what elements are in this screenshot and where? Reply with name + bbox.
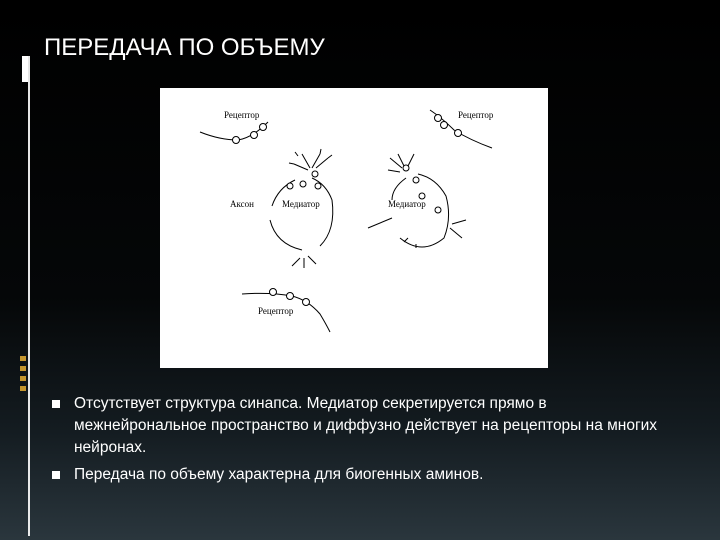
accent-tick	[20, 386, 26, 391]
accent-tick	[20, 376, 26, 381]
label-mediator-right: Медиатор	[388, 199, 426, 209]
accent-tick	[20, 356, 26, 361]
label-axon: Аксон	[230, 199, 254, 209]
receptor-top-left	[200, 122, 268, 144]
bullet-item	[50, 464, 660, 486]
label-receptor-top-right: Рецептор	[458, 110, 494, 120]
bullet-text: Отсутствует структура синапса. Медиатор секретируется прямо в межнейрональное пространство и диффузно действует на рецепторы на многих нейронах.	[74, 395, 658, 456]
accent-tick	[20, 366, 26, 371]
square-bullet-icon	[52, 400, 60, 408]
diagram-svg	[160, 88, 548, 368]
label-receptor-bottom: Рецептор	[258, 306, 294, 316]
bullet-item	[50, 393, 660, 459]
square-bullet-icon	[52, 471, 60, 479]
bullet-list	[50, 393, 660, 491]
bullet-text: Передача по объему характерна для биогенных аминов.	[74, 466, 484, 483]
label-mediator-left: Медиатор	[282, 199, 320, 209]
volume-transmission-diagram	[160, 88, 548, 368]
slide-title: ПЕРЕДАЧА ПО ОБЪЕМУ	[44, 34, 325, 61]
label-receptor-top-left: Рецептор	[224, 110, 260, 120]
left-vertical-rule	[28, 56, 30, 536]
